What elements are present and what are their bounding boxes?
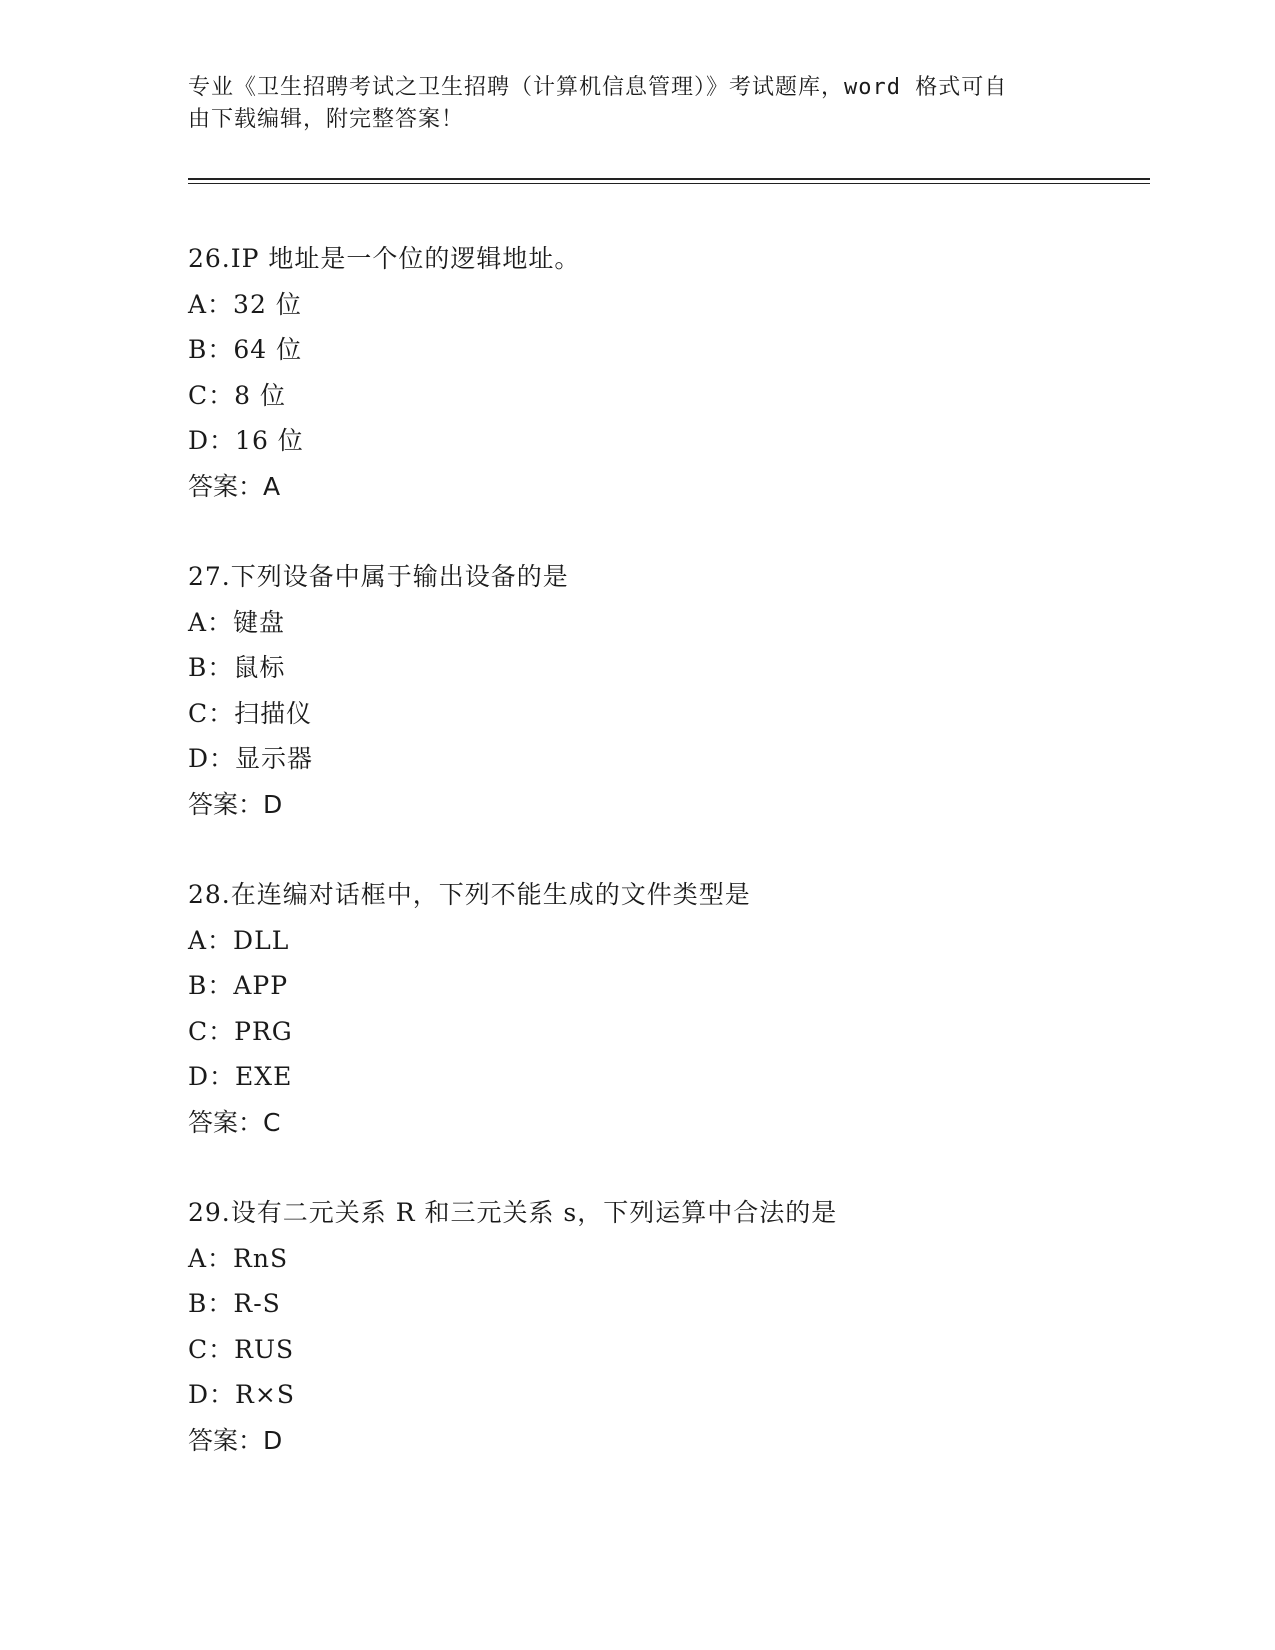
question-27: [188, 554, 1148, 872]
option-a: A：DLL: [188, 925, 290, 955]
option-d: D：16 位: [188, 426, 304, 455]
header-line-2: 由下载编辑，附完整答案！: [188, 107, 465, 132]
question-28: [188, 872, 1148, 1190]
question-stem: 28.在连编对话框中，下列不能生成的文件类型是: [188, 880, 751, 909]
option-a: A：RnS: [188, 1243, 289, 1273]
option-a: A：键盘: [188, 607, 286, 637]
option-c: C：扫描仪: [188, 698, 313, 728]
option-d: D：EXE: [188, 1062, 293, 1091]
header-rule-thick: [188, 178, 1150, 180]
option-a: A：32 位: [188, 289, 302, 319]
question-list: [188, 236, 1148, 1508]
question-26: [188, 236, 1148, 554]
question-stem: 27.下列设备中属于输出设备的是: [188, 562, 569, 591]
option-b: B：鼠标: [188, 653, 286, 682]
option-b: B：R-S: [188, 1289, 281, 1318]
option-d: D：显示器: [188, 744, 314, 773]
answer-label: 答案：A: [188, 471, 281, 501]
question-stem: 26.IP 地址是一个位的逻辑地址。: [188, 244, 581, 273]
answer-label: 答案：C: [188, 1107, 281, 1137]
option-d: D：R×S: [188, 1380, 295, 1409]
header-line-1: 专业《卫生招聘考试之卫生招聘（计算机信息管理）》考试题库，word 格式可自: [188, 75, 1008, 100]
header-rule-thin: [188, 183, 1150, 184]
question-29: [188, 1190, 1148, 1508]
document-header: [188, 72, 1068, 136]
option-c: C：RUS: [188, 1334, 295, 1364]
option-c: C：8 位: [188, 380, 286, 410]
answer-label: 答案：D: [188, 1425, 283, 1455]
option-b: B：APP: [188, 971, 289, 1000]
option-c: C：PRG: [188, 1016, 293, 1046]
option-b: B：64 位: [188, 335, 303, 364]
question-stem: 29.设有二元关系 R 和三元关系 s，下列运算中合法的是: [188, 1198, 838, 1227]
answer-label: 答案：D: [188, 789, 283, 819]
